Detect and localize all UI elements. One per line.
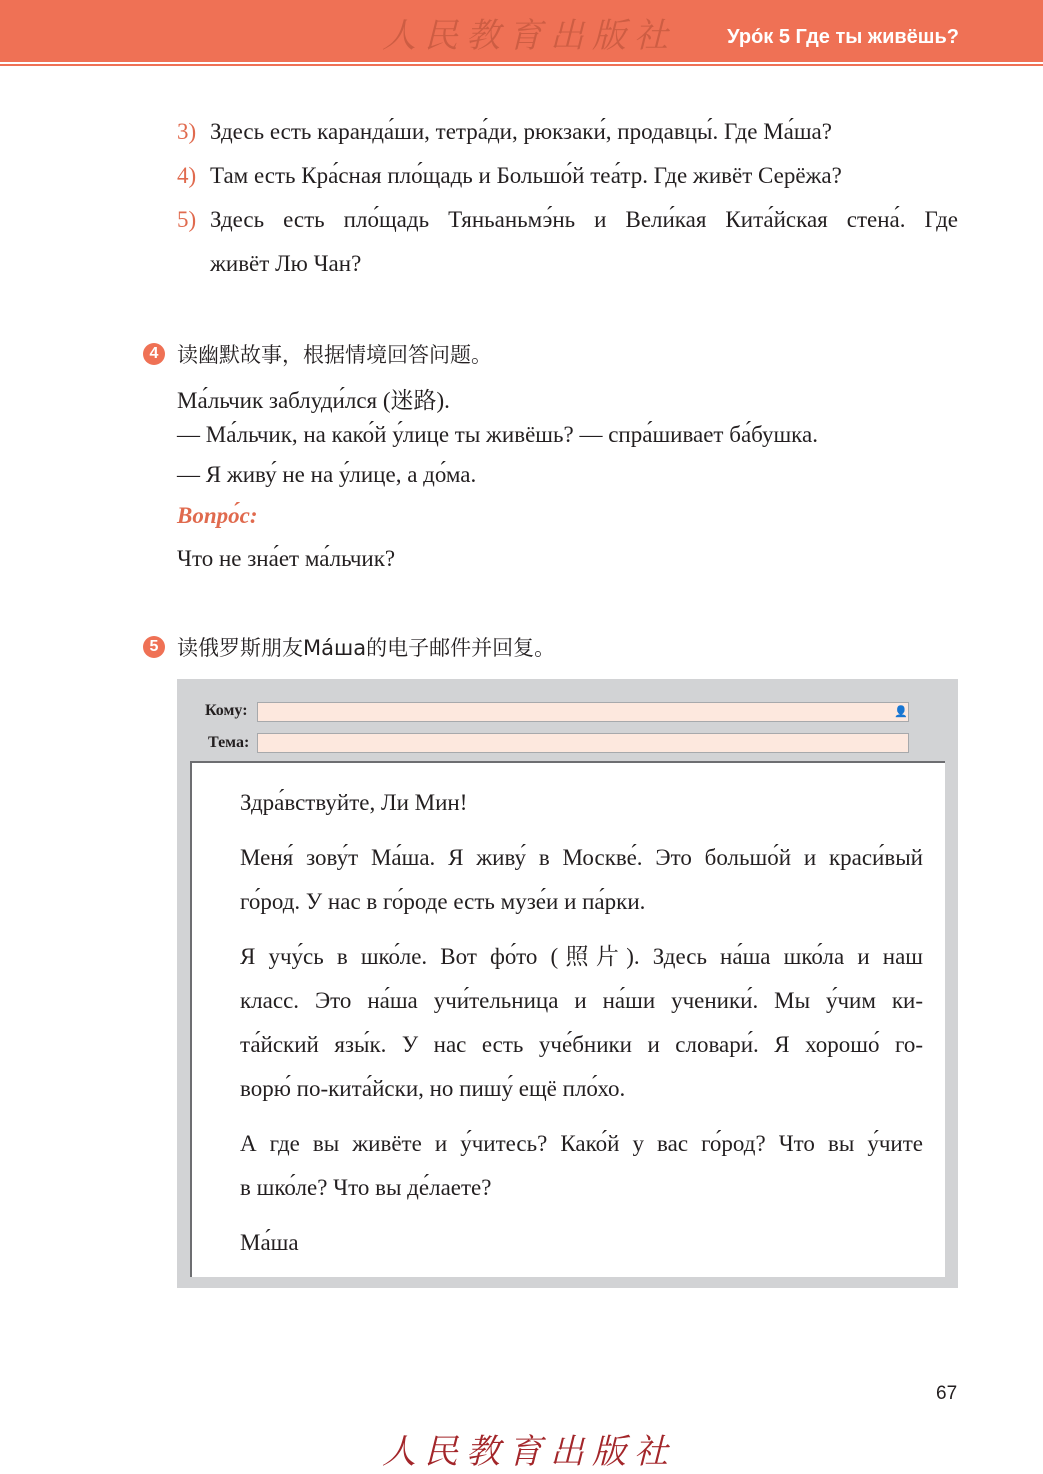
- email-paragraph: [240, 935, 923, 1111]
- list-number: 3): [177, 119, 197, 144]
- list-text: Там есть Кра́сная пло́щадь и Большо́й теа́тр. Где живёт Серёжа?: [210, 163, 842, 188]
- list-text: живёт Лю Чан?: [210, 251, 362, 276]
- question-label: Вопро́с:: [177, 503, 258, 528]
- to-field[interactable]: [257, 702, 909, 722]
- email-line: ворю́ по-кита́йски, но пишу́ ещё пло́хо.: [240, 1076, 626, 1101]
- story-title: Ма́льчик заблуди́лся (迷路).: [177, 388, 450, 413]
- task-title: 读幽默故事，根据情境回答问题。: [177, 343, 492, 367]
- email-signature: Ма́ша: [240, 1230, 299, 1255]
- email-window: [177, 679, 958, 1288]
- page-number: 67: [936, 1383, 958, 1404]
- task-title: 读俄罗斯朋友Ма́ша的电子邮件并回复。: [177, 636, 556, 660]
- list-text: Здесь есть каранда́ши, тетра́ди, рюкзаки́, продавцы́. Где Ма́ша?: [210, 119, 832, 144]
- subject-field[interactable]: [257, 733, 909, 753]
- question-text: Что не зна́ет ма́льчик?: [177, 546, 396, 571]
- email-body[interactable]: [190, 761, 945, 1277]
- header-divider: [0, 64, 1043, 66]
- publisher-logo: 人民教育出版社: [382, 16, 676, 56]
- contact-icon[interactable]: 👤: [894, 705, 908, 718]
- header-bar: [0, 0, 1043, 62]
- dialogue-line: — Ма́льчик, на како́й у́лице ты живёшь? — спра́шивает ба́бушка.: [177, 422, 818, 447]
- email-line: А где вы живёте и у́читесь? Како́й у вас го́род? Что вы у́чите: [240, 1131, 923, 1156]
- email-paragraph: [240, 836, 923, 924]
- subject-label: Тема:: [208, 734, 250, 751]
- list-number: 5): [177, 207, 197, 232]
- publisher-logo-footer: 人民教育出版社: [382, 1432, 676, 1472]
- task-number-badge: 5: [143, 636, 165, 658]
- email-line: класс. Это на́ша учи́тельница и на́ши ученики́. Мы у́чим ки-: [240, 988, 923, 1013]
- email-line: Я учу́сь в шко́ле. Вот фо́то (照片). Здесь на́ша шко́ла и наш: [240, 944, 923, 969]
- task-4-header: [143, 339, 492, 369]
- list-text: Здесь есть пло́щадь Тяньаньмэ́нь и Вели́кая Кита́йская стена́. Где: [210, 207, 958, 232]
- email-line: в шко́ле? Что вы де́лаете?: [240, 1175, 492, 1200]
- task-5-header: [143, 632, 555, 662]
- email-line: го́род. У нас в го́роде есть музе́и и па́рки.: [240, 889, 646, 914]
- email-line: Меня́ зову́т Ма́ша. Я живу́ в Москве́. Это большо́й и краси́вый: [240, 845, 923, 870]
- to-label: Кому:: [205, 702, 248, 719]
- lesson-title: Уро́к 5 Где ты живёшь?: [727, 26, 959, 48]
- list-number: 4): [177, 163, 197, 188]
- task-number-badge: 4: [143, 343, 165, 365]
- email-greeting: Здра́вствуйте, Ли Мин!: [240, 790, 468, 815]
- email-line: та́йский язы́к. У нас есть уче́бники и словари́. Я хорошо́ го-: [240, 1032, 923, 1057]
- dialogue-line: — Я живу́ не на у́лице, а до́ма.: [177, 462, 477, 487]
- email-paragraph: [240, 1122, 923, 1210]
